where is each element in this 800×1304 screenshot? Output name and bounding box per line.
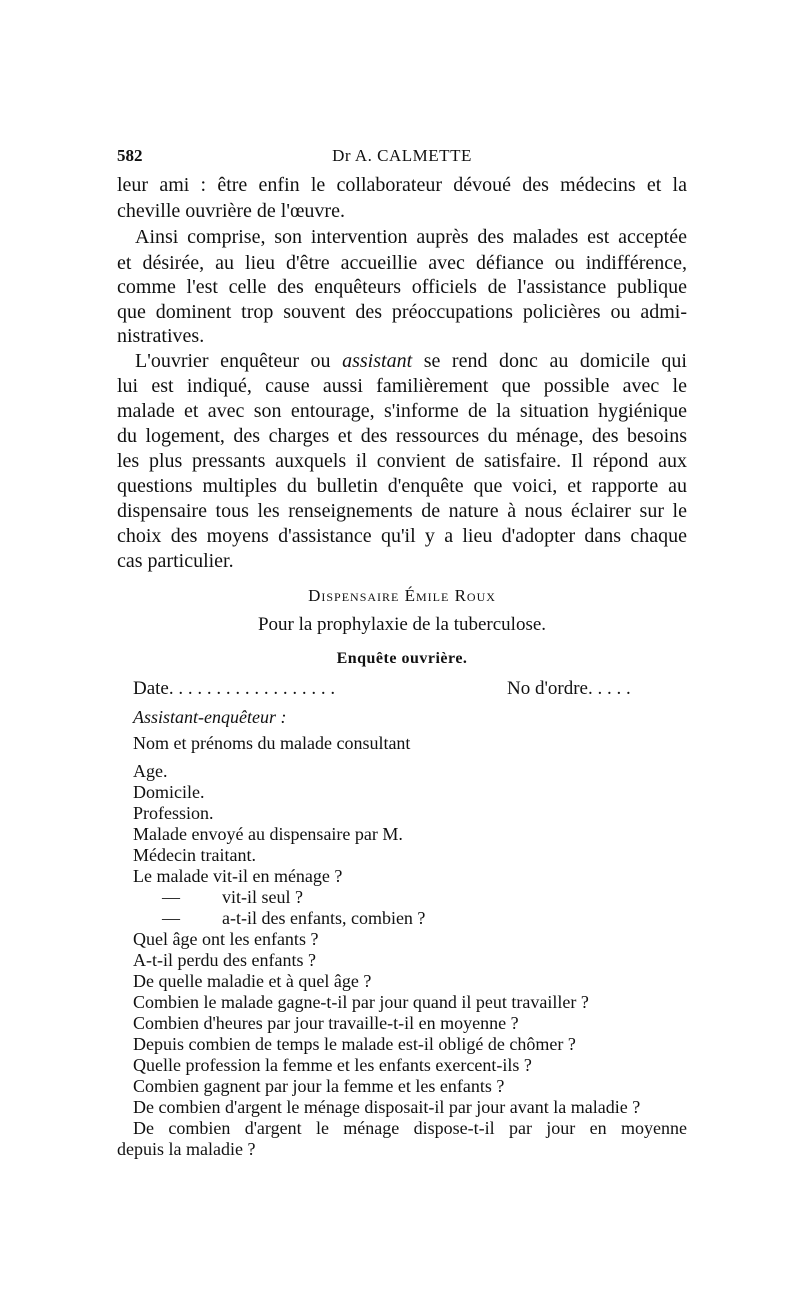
repeat-dash: — xyxy=(162,908,180,928)
paragraph-line: lui est indiqué, cause aussi familièrement que possible avec le xyxy=(117,375,687,397)
question-line: Médecin traitant. xyxy=(133,845,256,865)
question-line: Combien le malade gagne-t-il par jour quand il peut travailler ? xyxy=(133,992,589,1012)
paragraph-line: comme l'est celle des enquêteurs officiels de l'assistance publique xyxy=(117,276,687,298)
page-header xyxy=(117,146,687,170)
paragraph-line: que dominent trop souvent des préoccupations policières ou admi- xyxy=(117,301,687,323)
paragraph-line-with-italic xyxy=(135,348,687,374)
question-line: Domicile. xyxy=(133,782,205,802)
page-number: 582 xyxy=(117,146,143,165)
text-run: se rend donc au domicile qui xyxy=(412,350,687,372)
order-number-label: No d'ordre. . . . . xyxy=(507,678,631,699)
institution-heading: Dispensaire Émile Roux xyxy=(308,586,496,605)
question-line: Profession. xyxy=(133,803,214,823)
question-line: Combien gagnent par jour la femme et les enfants ? xyxy=(133,1076,505,1096)
italic-term: assistant xyxy=(342,350,413,372)
paragraph-line: nistratives. xyxy=(117,325,205,347)
paragraph-line: malade et avec son entourage, s'informe de la situation hygiénique xyxy=(117,400,687,422)
paragraph-line: dispensaire tous les renseignements de nature à nous éclairer sur le xyxy=(117,500,687,522)
paragraph-line: cas particulier. xyxy=(117,550,234,572)
paragraph-line: leur ami : être enfin le collaborateur dévoué des médecins et la xyxy=(117,174,687,196)
paragraph-line: et désirée, au lieu d'être accueillie avec défiance ou indifférence, xyxy=(117,252,687,274)
question-line: Age. xyxy=(133,761,168,781)
sub-question-line: vit-il seul ? xyxy=(222,887,303,907)
text-run: L'ouvrier enquêteur ou xyxy=(135,350,343,372)
question-line: De combien d'argent le ménage dispose-t-il par jour en moyenne xyxy=(133,1118,687,1138)
question-line: Quel âge ont les enfants ? xyxy=(133,929,319,949)
question-line: depuis la maladie ? xyxy=(117,1139,256,1159)
paragraph-line: du logement, des charges et des ressources du ménage, des besoins xyxy=(117,425,687,447)
question-line: Depuis combien de temps le malade est-il obligé de chômer ? xyxy=(133,1034,576,1054)
question-line: Malade envoyé au dispensaire par M. xyxy=(133,824,403,844)
paragraph-line: Ainsi comprise, son intervention auprès des malades est acceptée xyxy=(135,226,687,248)
date-field-label: Date. . . . . . . . . . . . . . . . . . xyxy=(133,678,336,699)
running-head: Dr A. CALMETTE xyxy=(332,146,472,165)
paragraph-line: les plus pressants auxquels il convient de satisfaire. Il répond aux xyxy=(117,450,687,472)
form-purpose: Pour la prophylaxie de la tuberculose. xyxy=(257,614,547,635)
question-line: Combien d'heures par jour travaille-t-il en moyenne ? xyxy=(133,1013,519,1033)
assistant-label: Assistant-enquêteur : xyxy=(133,707,287,727)
sub-question-line: a-t-il des enfants, combien ? xyxy=(222,908,426,928)
question-line: Le malade vit-il en ménage ? xyxy=(133,866,343,886)
paragraph-line: cheville ouvrière de l'œuvre. xyxy=(117,200,345,222)
question-line: Quelle profession la femme et les enfants exercent-ils ? xyxy=(133,1055,532,1075)
question-line: De combien d'argent le ménage disposait-il par jour avant la maladie ? xyxy=(133,1097,641,1117)
question-line: De quelle maladie et à quel âge ? xyxy=(133,971,372,991)
name-field-label: Nom et prénoms du malade consultant xyxy=(133,733,411,753)
form-title: Enquête ouvrière. xyxy=(336,650,468,667)
question-line: A-t-il perdu des enfants ? xyxy=(133,950,316,970)
paragraph-line: choix des moyens d'assistance qu'il y a lieu d'adopter dans chaque xyxy=(117,525,687,547)
paragraph-line: questions multiples du bulletin d'enquête que voici, et rapporte au xyxy=(117,475,687,497)
repeat-dash: — xyxy=(162,887,180,907)
